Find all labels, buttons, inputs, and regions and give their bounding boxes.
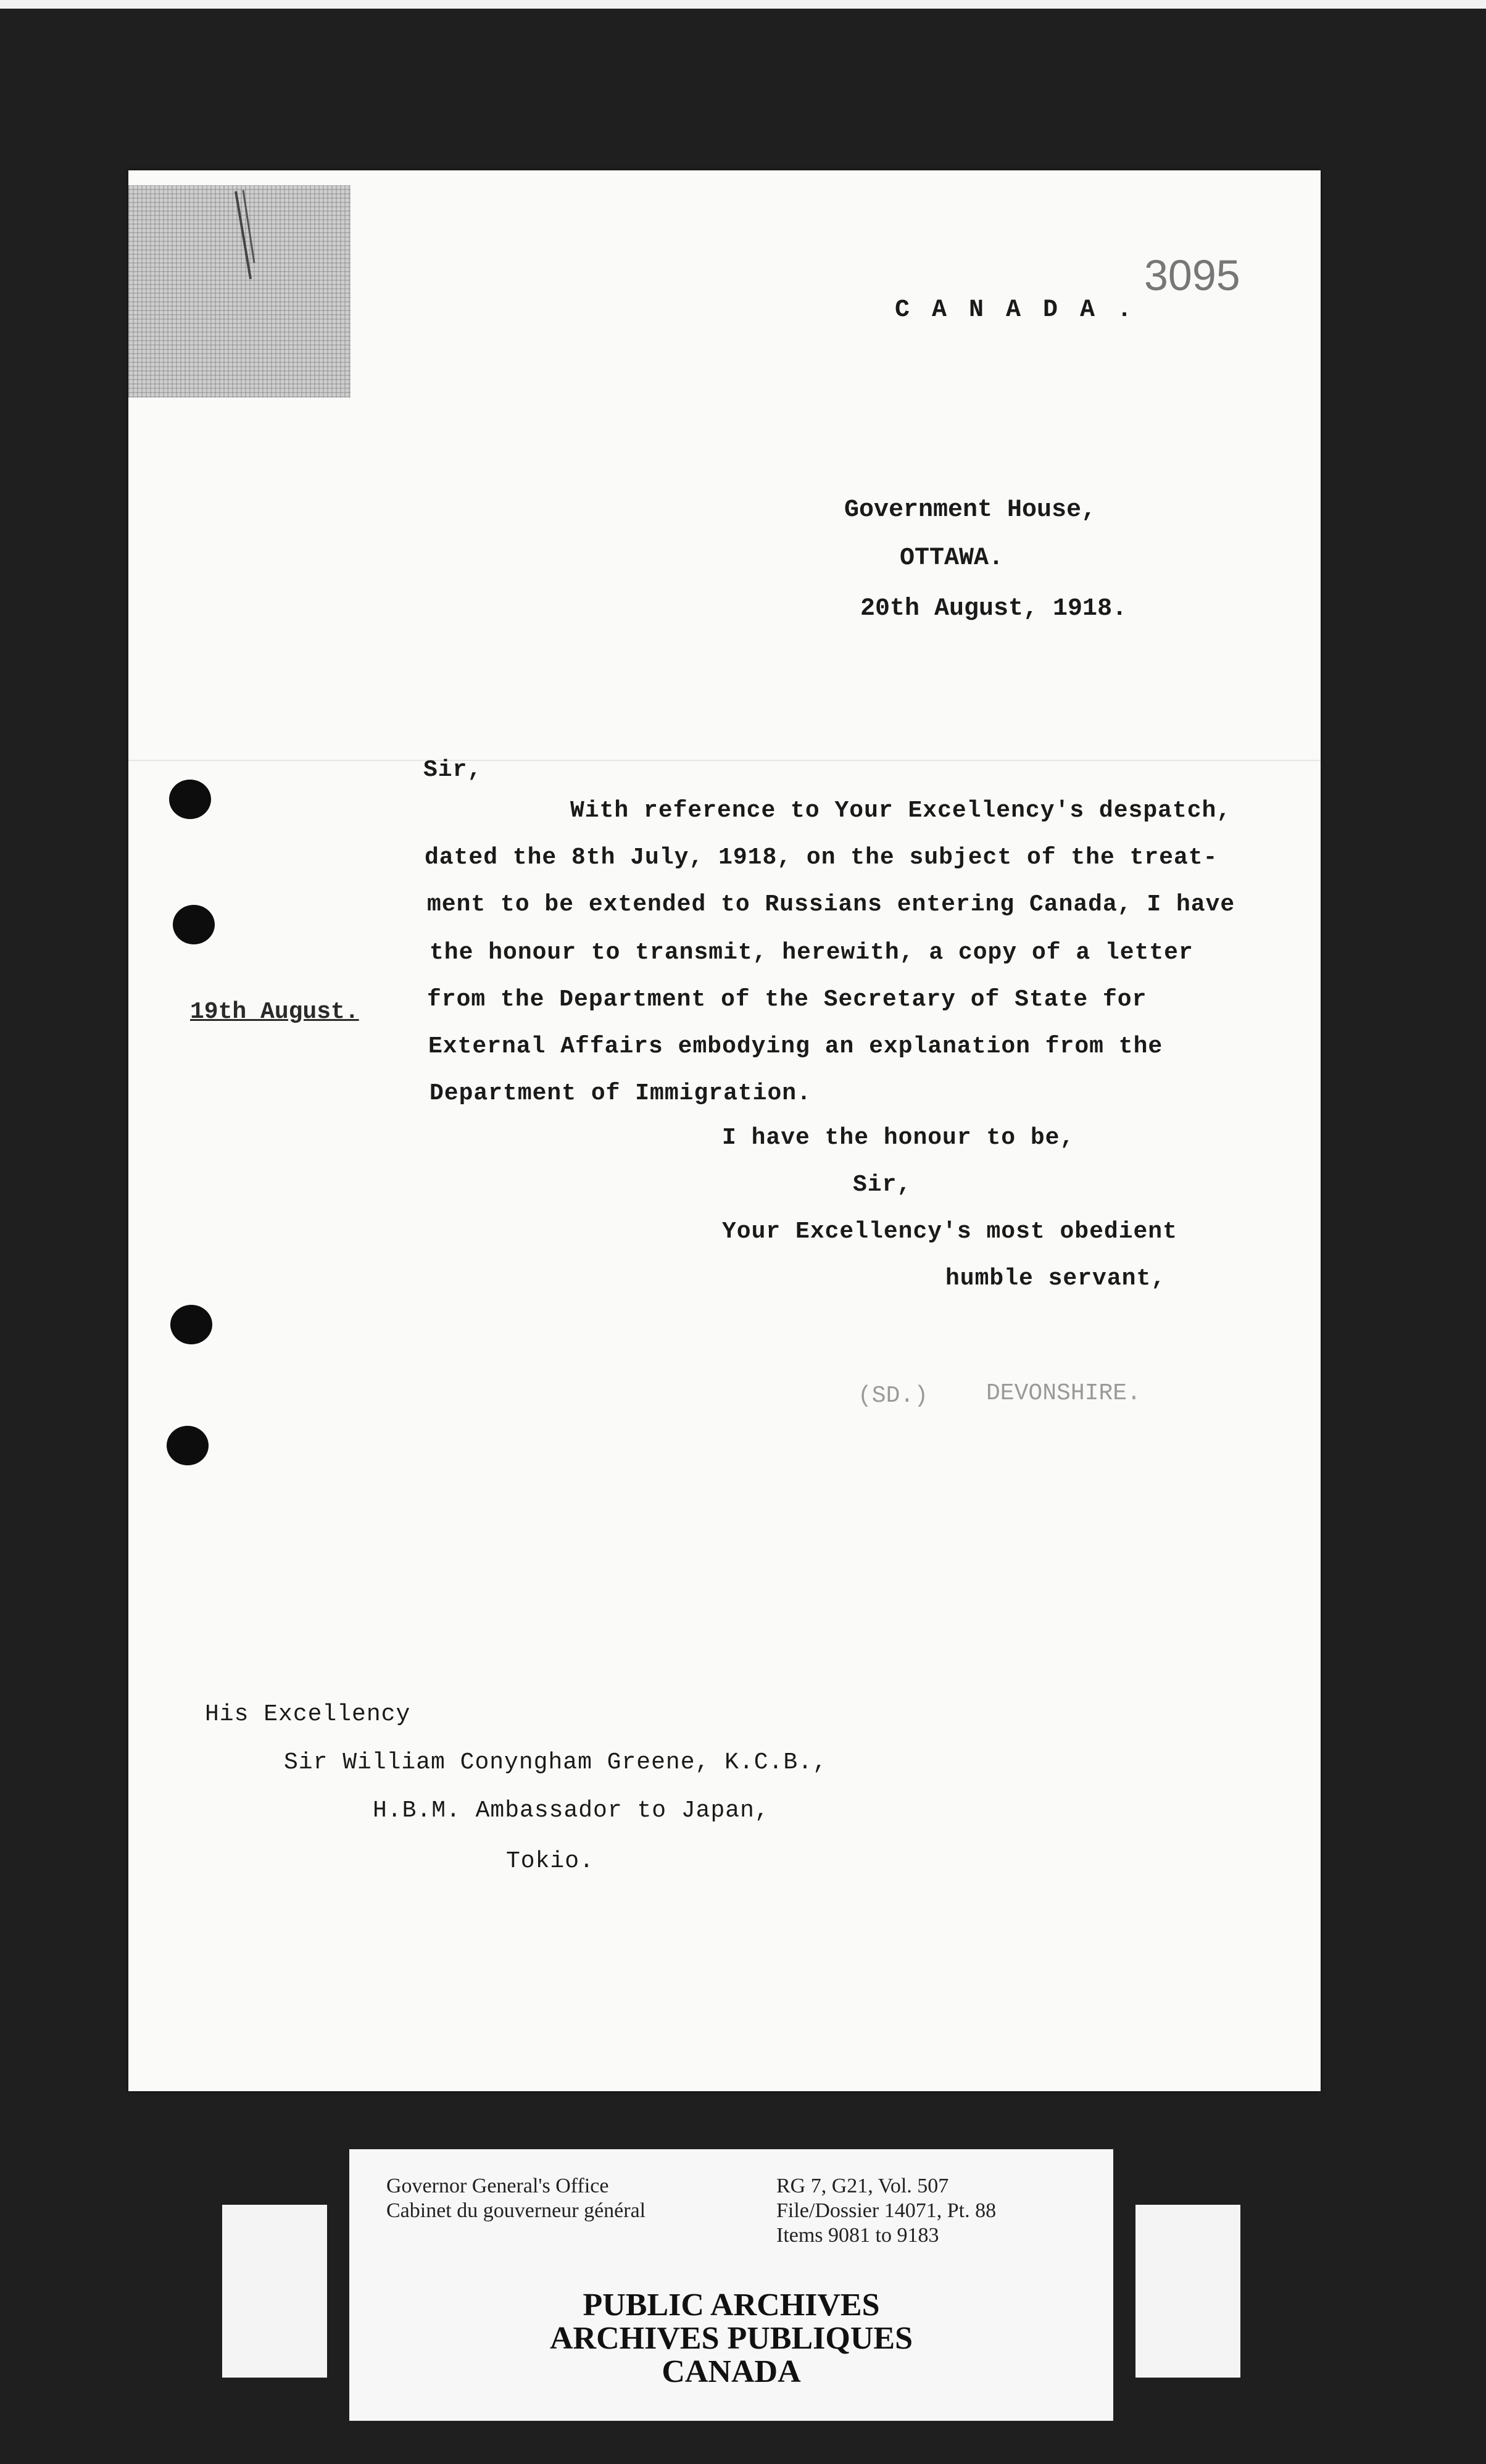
signature-sd: (SD.) xyxy=(858,1383,929,1409)
punch-hole xyxy=(167,1426,209,1465)
body-line: ment to be extended to Russians entering Canada, I have xyxy=(427,891,1235,918)
letter-date: 20th August, 1918. xyxy=(860,595,1127,623)
closing-line-1: I have the honour to be, xyxy=(722,1125,1075,1151)
archive-title-3: CANADA xyxy=(662,2354,801,2389)
label-tab-right xyxy=(1135,2205,1240,2378)
body-line: the honour to transmit, herewith, a copy of a letter xyxy=(430,939,1193,966)
recipient-line-4: Tokio. xyxy=(506,1848,594,1875)
ref-line-1: RG 7, G21, Vol. 507 xyxy=(776,2175,949,2197)
closing-line-3: Your Excellency's most obedient xyxy=(722,1218,1177,1245)
film-edge xyxy=(0,0,1486,9)
recipient-line-1: His Excellency xyxy=(205,1701,411,1728)
archive-label xyxy=(222,2149,1240,2421)
archive-title-1: PUBLIC ARCHIVES xyxy=(583,2287,880,2323)
fold-line xyxy=(128,760,1321,761)
punch-hole xyxy=(173,905,215,944)
signature-name: DEVONSHIRE. xyxy=(986,1380,1141,1407)
ref-line-2: File/Dossier 14071, Pt. 88 xyxy=(776,2199,997,2222)
ref-line-3: Items 9081 to 9183 xyxy=(776,2224,939,2247)
stamp-number: 3095 xyxy=(1144,251,1240,299)
address-line-1: Government House, xyxy=(844,496,1097,524)
recipient-line-3: H.B.M. Ambassador to Japan, xyxy=(373,1797,770,1824)
body-line: External Affairs embodying an explanation from the xyxy=(428,1033,1163,1060)
punch-hole xyxy=(169,780,211,819)
margin-note-date: 19th August. xyxy=(190,999,359,1025)
address-line-2: OTTAWA. xyxy=(900,544,1004,572)
letterhead-country: C A N A D A . xyxy=(895,296,1136,324)
letter-page xyxy=(128,170,1321,2091)
body-line: Department of Immigration. xyxy=(430,1080,811,1107)
body-line: dated the 8th July, 1918, on the subject of the treat- xyxy=(425,844,1218,871)
salutation: Sir, xyxy=(423,757,483,783)
recipient-line-2: Sir William Conyngham Greene, K.C.B., xyxy=(284,1749,828,1776)
body-line: from the Department of the Secretary of State for xyxy=(427,986,1147,1013)
label-card xyxy=(349,2149,1113,2421)
closing-line-4: humble servant, xyxy=(945,1265,1166,1292)
office-fr: Cabinet du gouverneur général xyxy=(386,2199,646,2222)
office-en: Governor General's Office xyxy=(386,2175,609,2197)
archive-title-2: ARCHIVES PUBLIQUES xyxy=(549,2321,913,2356)
punch-hole xyxy=(170,1305,212,1344)
closing-line-2: Sir, xyxy=(853,1172,912,1198)
paperclip-mark xyxy=(233,189,255,281)
body-line: With reference to Your Excellency's despatch, xyxy=(570,797,1232,824)
label-tab-left xyxy=(222,2205,327,2378)
